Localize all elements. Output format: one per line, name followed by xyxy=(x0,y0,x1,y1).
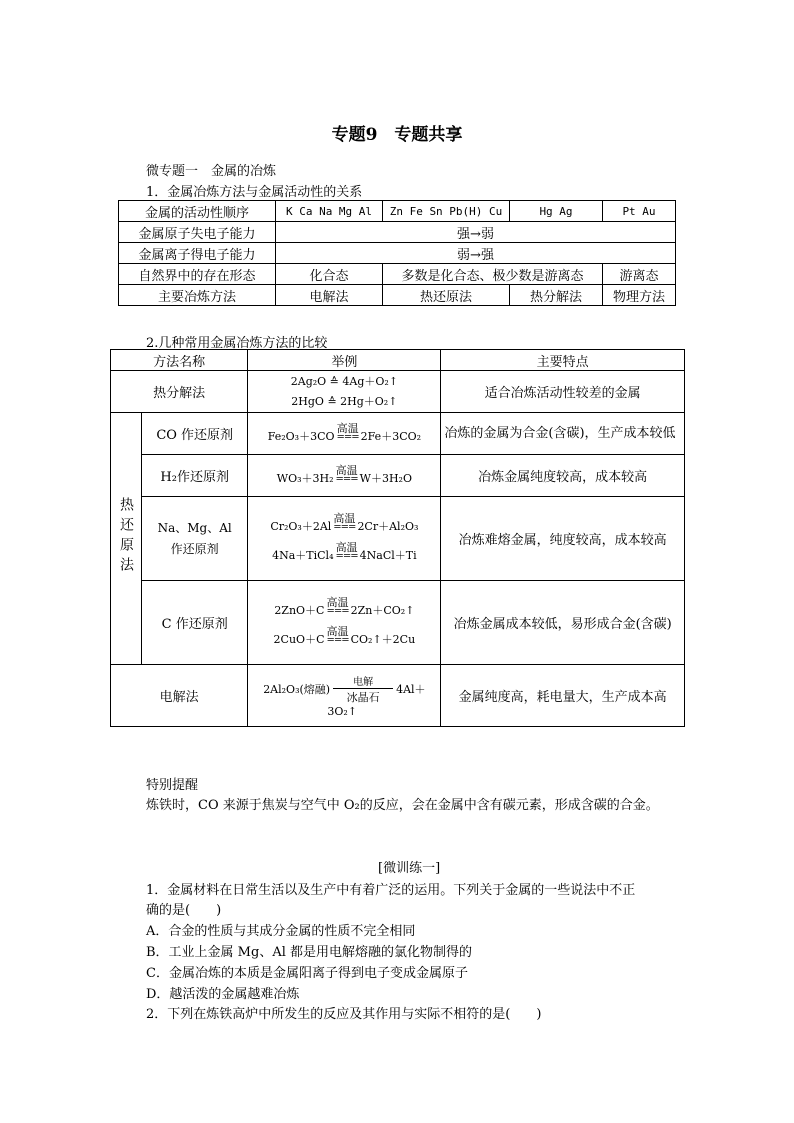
table-cell: K Ca Na Mg Al xyxy=(276,201,383,222)
table-row xyxy=(111,371,685,413)
equation: 2Ag₂O ≙ 4Ag＋O₂↑ xyxy=(290,374,398,388)
option-b: B．工业上金属 Mg、Al 都是用电解熔融的氯化物制得的 xyxy=(146,945,472,960)
table-row xyxy=(119,285,676,306)
section-heading: 微专题一 金属的冶炼 xyxy=(146,164,277,179)
condition: 高温 === xyxy=(335,540,358,562)
equation-cell xyxy=(248,497,441,581)
equation-cell xyxy=(248,581,441,665)
equation-cell xyxy=(248,413,441,455)
table-cell: 冶炼难熔金属，纯度较高，成本较高 xyxy=(441,497,685,581)
table-cell: 弱→强 xyxy=(276,243,676,264)
table-cell: 热分解法 xyxy=(510,285,603,306)
condition: 高温 === xyxy=(335,464,358,485)
table-row xyxy=(119,264,676,285)
table-cell: 自然界中的存在形态 xyxy=(119,264,276,285)
table-cell: Zn Fe Sn Pb(H) Cu xyxy=(383,201,510,222)
table-cell: H₂作还原剂 xyxy=(142,455,248,497)
table-cell: 电解法 xyxy=(111,665,248,727)
table-cell: 适合冶炼活动性较差的金属 xyxy=(441,371,685,413)
table-row xyxy=(119,201,676,222)
condition: 电解 冰晶石 xyxy=(333,673,393,705)
table-cell: 金属的活动性顺序 xyxy=(119,201,276,222)
method-comparison-table xyxy=(110,349,685,727)
heat-reduction-label: 热还原法 xyxy=(118,496,134,577)
table-cell: C 作还原剂 xyxy=(142,581,248,665)
table-row xyxy=(111,665,685,727)
equation-cell: 2Al₂O₃(熔融) 电解 冰晶石 4Al＋ 3O₂↑ xyxy=(248,665,441,727)
option-d: D．越活泼的金属越难冶炼 xyxy=(146,987,300,1002)
subsection-2-heading: 2.几种常用金属冶炼方法的比较 xyxy=(146,336,328,351)
table-cell: 电解法 xyxy=(276,285,383,306)
table-cell: 热分解法 xyxy=(111,371,248,413)
table-row xyxy=(111,455,685,497)
table-row xyxy=(119,243,676,264)
question-2: 2．下列在炼铁高炉中所发生的反应及其作用与实际不相符的是( ) xyxy=(146,1007,542,1022)
condition: 高温 === xyxy=(333,511,356,533)
question-1-cont: 确的是( ) xyxy=(146,903,222,918)
exercise-heading: [微训练一] xyxy=(378,861,441,876)
table-row xyxy=(111,350,685,371)
equation: 4Na＋TiCl₄ 高温 === 4NaCl＋Ti xyxy=(272,540,417,562)
table-header-cell: 举例 xyxy=(248,350,441,371)
table-cell: CO 作还原剂 xyxy=(142,413,248,455)
table-cell: 冶炼的金属为合金(含碳)，生产成本较低 xyxy=(441,413,685,455)
condition: 高温 === xyxy=(326,624,349,646)
table-cell: 强→弱 xyxy=(276,222,676,243)
table-cell: 金属纯度高，耗电量大，生产成本高 xyxy=(441,665,685,727)
table-row xyxy=(119,222,676,243)
equation: WO₃＋3H₂ 高温 === W＋3H₂O xyxy=(276,464,412,485)
table-row xyxy=(111,413,685,455)
option-a: A．合金的性质与其成分金属的性质不完全相同 xyxy=(146,924,416,939)
page-title: 专题9 专题共享 xyxy=(331,125,463,145)
equation: 2CuO＋C 高温 === CO₂↑＋2Cu xyxy=(273,624,416,646)
equation: 2ZnO＋C 高温 === 2Zn＋CO₂↑ xyxy=(274,595,415,617)
table-cell: 冶炼金属纯度较高，成本较高 xyxy=(441,455,685,497)
table-cell: 化合态 xyxy=(276,264,383,285)
table-cell: 冶炼金属成本较低，易形成合金(含碳) xyxy=(441,581,685,665)
table-cell: 主要冶炼方法 xyxy=(119,285,276,306)
table-cell: 金属离子得电子能力 xyxy=(119,243,276,264)
table-cell: 游离态 xyxy=(603,264,676,285)
table-cell: 多数是化合态、极少数是游离态 xyxy=(383,264,603,285)
tip-text: 炼铁时，CO 来源于焦炭与空气中 O₂的反应，会在金属中含有碳元素，形成含碳的合金。 xyxy=(146,798,659,813)
equation: 2HgO ≙ 2Hg＋O₂↑ xyxy=(291,394,398,408)
table-cell: Pt Au xyxy=(603,201,676,222)
table-header-cell: 方法名称 xyxy=(111,350,248,371)
table-cell: 物理方法 xyxy=(603,285,676,306)
condition: 高温 === xyxy=(326,595,349,617)
subsection-1-heading: 1．金属冶炼方法与金属活动性的关系 xyxy=(146,185,363,200)
table-header-cell: 主要特点 xyxy=(441,350,685,371)
table-cell: 金属原子失电子能力 xyxy=(119,222,276,243)
equation: Fe₂O₃＋3CO 高温 === 2Fe＋3CO₂ xyxy=(267,422,422,443)
tip-heading: 特别提醒 xyxy=(146,778,199,793)
table-cell: Hg Ag xyxy=(510,201,603,222)
option-c: C．金属冶炼的本质是金属阳离子得到电子变成金属原子 xyxy=(146,966,468,981)
equation-cell xyxy=(248,455,441,497)
table-cell xyxy=(111,413,142,665)
table-cell: Na、Mg、Al 作还原剂 xyxy=(142,497,248,581)
equation: Cr₂O₃＋2Al 高温 === 2Cr＋Al₂O₃ xyxy=(270,511,419,533)
table-row xyxy=(111,497,685,581)
table-cell: 热还原法 xyxy=(383,285,510,306)
question-1: 1．金属材料在日常生活以及生产中有着广泛的运用。下列关于金属的一些说法中不正 xyxy=(146,883,636,898)
table-row xyxy=(111,581,685,665)
condition: 高温 === xyxy=(336,422,359,443)
equation-cell xyxy=(248,371,441,413)
activity-table xyxy=(118,200,676,306)
